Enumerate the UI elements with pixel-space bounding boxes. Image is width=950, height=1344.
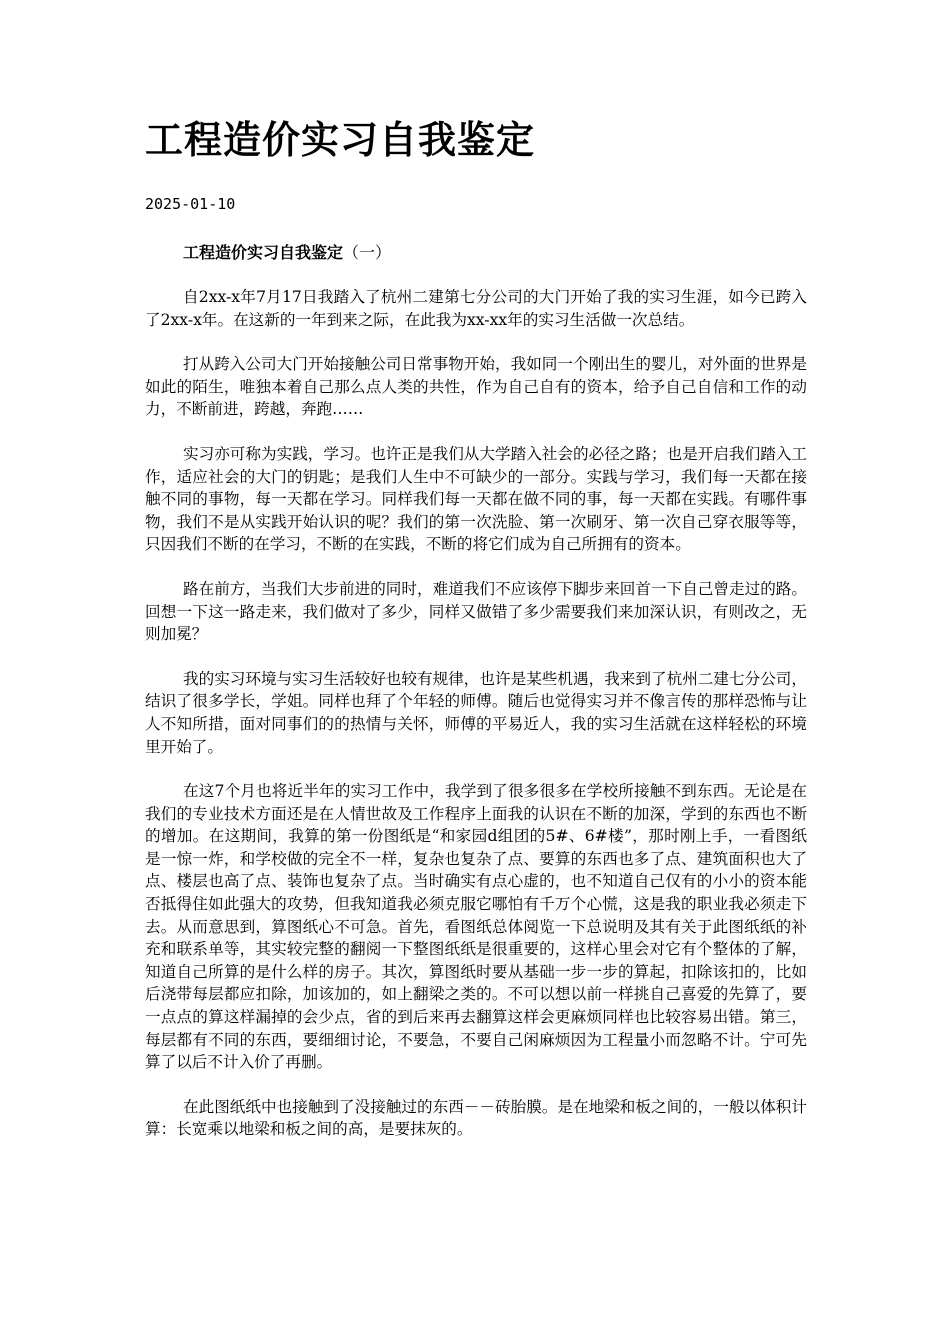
paragraph-2: 打从跨入公司大门开始接触公司日常事物开始，我如同一个刚出生的婴儿，对外面的世界是如此的陌生，唯独本着自己那么点人类的共性，作为自己自有的资本，给予自己自信和工作的动力，不断前进，跨越，奔跑…… bbox=[145, 355, 807, 419]
paragraph-6: 在这7个月也将近半年的实习工作中，我学到了很多很多在学校所接触不到东西。无论是在我们的专业技术方面还是在人情世故及工作程序上面我的认识在不断的加深，学到的东西也不断的增加。在这期间，我算的第一份图纸是“和家园d组团的5#、6#楼”，那时刚上手，一看图纸是一惊一炸，和学校做的完全不一样，复杂也复杂了点、要算的东西也多了点、建筑面积也大了点、楼层也高了点、装饰也复杂了点。当时确实有点心虚的，也不知道自己仅有的小小的资本能否抵得住如此强大的攻势，但我知道我必须克服它哪怕有千万个心慌，这是我的职业我必须走下去。从而意思到，算图纸心不可急。首先，看图纸总体阅览一下总说明及其有关于此图纸纸的补充和联系单等，其实较完整的翻阅一下整图纸纸是很重要的，这样心里会对它有个整体的了解，知道自己所算的是什么样的房子。其次，算图纸时要从基础一步一步的算起，扣除该扣的，比如后浇带每层都应扣除，加该加的，如上翻梁之类的。不可以想以前一样挑自己喜爱的先算了，要一点点的算这样漏掉的会少点，省的到后来再去翻算这样会更麻烦同样也比较容易出错。第三，每层都有不同的东西，要细细讨论，不要急，不要自己闲麻烦因为工程量小而忽略不计。宁可先算了以后不计入价了再删。 bbox=[145, 782, 807, 1072]
paragraph-7: 在此图纸纸中也接触到了没接触过的东西－－砖胎膜。是在地梁和板之间的，一般以体积计算：长宽乘以地梁和板之间的高，是要抹灰的。 bbox=[145, 1097, 807, 1139]
section-heading bbox=[145, 242, 807, 264]
section-heading-text: 工程造价实习自我鉴定 bbox=[183, 243, 344, 262]
document-title: 工程造价实习自我鉴定 bbox=[145, 117, 536, 162]
paragraph-1: 自2xx-x年7月17日我踏入了杭州二建第七分公司的大门开始了我的实习生涯，如今已跨入了2xx-x年。在这新的一年到来之际，在此我为xx-xx年的实习生活做一次总结。 bbox=[145, 288, 807, 329]
document-date: 2025-01-10 bbox=[145, 195, 236, 213]
document-page bbox=[145, 112, 807, 1141]
paragraph-5: 我的实习环境与实习生活较好也较有规律，也许是某些机遇，我来到了杭州二建七分公司，结识了很多学长，学姐。同样也拜了个年轻的师傅。随后也觉得实习并不像言传的那样恐怖与让人不知所措，面对同事们的的热情与关怀，师傅的平易近人，我的实习生活就在这样轻松的环境里开始了。 bbox=[145, 669, 807, 756]
section-heading-number: （一） bbox=[343, 243, 392, 262]
paragraph-4: 路在前方，当我们大步前进的同时，难道我们不应该停下脚步来回首一下自己曾走过的路。回想一下这一路走来，我们做对了多少，同样又做错了多少需要我们来加深认识，有则改之，无则加冕？ bbox=[145, 579, 807, 644]
paragraph-3: 实习亦可称为实践，学习。也许正是我们从大学踏入社会的必径之路；也是开启我们踏入工作，适应社会的大门的钥匙；是我们人生中不可缺少的一部分。实践与学习，我们每一天都在接触不同的事物，每一天都在学习。同样我们每一天都在做不同的事，每一天都在实践。有哪件事物，我们不是从实践开始认识的呢？我们的第一次洗脸、第一次刷牙、第一次自己穿衣服等等，只因我们不断的在学习，不断的在实践，不断的将它们成为自己所拥有的资本。 bbox=[145, 444, 807, 554]
